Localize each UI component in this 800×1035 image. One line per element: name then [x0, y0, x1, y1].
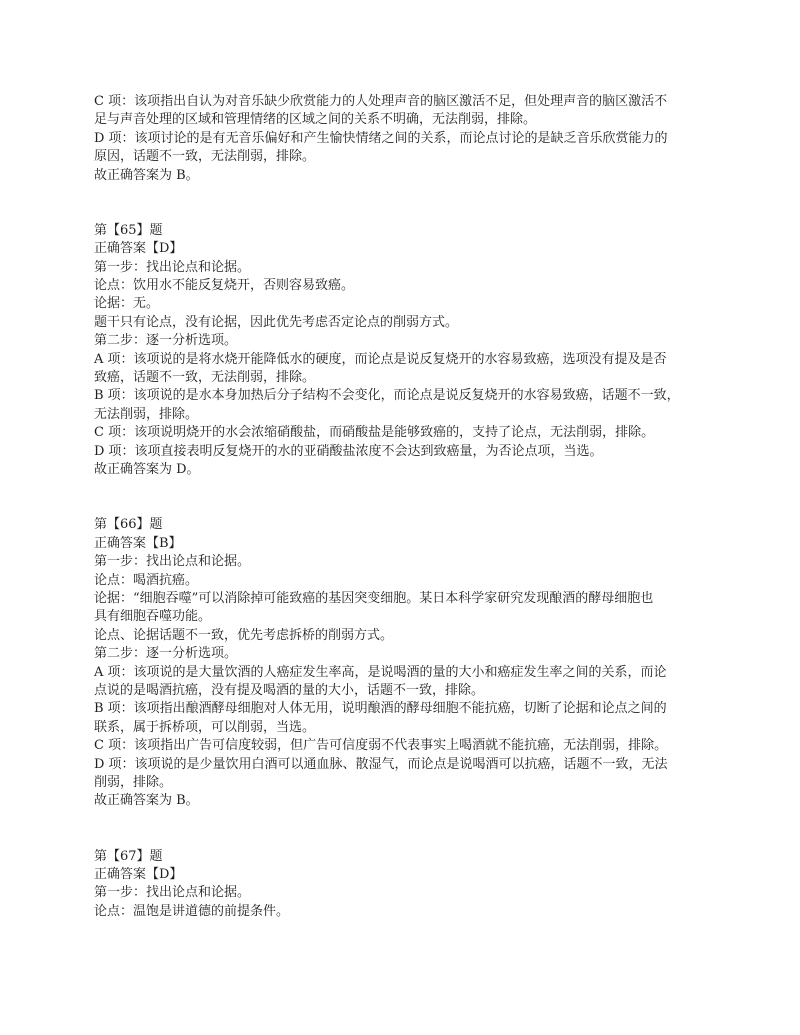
text-line: 第二步：逐一分析选项。 [94, 333, 238, 349]
correct-answer: 正确答案【B】 [94, 535, 182, 551]
answer-block-65 [94, 222, 714, 480]
text-line: C 项：该项指出广告可信度较弱，但广告可信度弱不代表事实上喝酒就不能抗癌，无法削弱，排除。 [94, 738, 668, 754]
conclusion-line: 故正确答案为 B。 [94, 793, 199, 809]
correct-answer: 正确答案【D】 [94, 241, 183, 257]
question-number: 第【67】题 [94, 848, 163, 864]
text-line: B 项：该项说的是水本身加热后分子结构不会变化，而论点是说反复烧开的水容易致癌，话题不一致， [94, 388, 680, 404]
text-line: 无法削弱，排除。 [94, 406, 199, 422]
text-line: 论点、论据话题不一致，优先考虑拆桥的削弱方式。 [94, 627, 394, 643]
text-line: 原因，话题不一致，无法削弱，排除。 [94, 149, 316, 165]
text-line: 论点：饮用水不能反复烧开，否则容易致癌。 [94, 278, 355, 294]
text-line: 致癌，话题不一致，无法削弱，排除。 [94, 370, 316, 386]
text-line: A 项：该项说的是将水烧开能降低水的硬度，而论点是说反复烧开的水容易致癌，选项没有提及是否 [94, 351, 667, 367]
answer-block-64-tail [94, 93, 714, 185]
text-line: C 项：该项指出自认为对音乐缺少欣赏能力的人处理声音的脑区激活不足，但处理声音的脑区激活不 [94, 94, 668, 109]
text-line: 第一步：找出论点和论据。 [94, 259, 251, 275]
text-line: D 项：该项讨论的是有无音乐偏好和产生愉快情绪之间的关系，而论点讨论的是缺乏音乐欣赏能力的 [94, 130, 668, 146]
text-line: D 项：该项说的是少量饮用白酒可以通血脉、散湿气，而论点是说喝酒可以抗癌，话题不一致，无法 [94, 756, 668, 772]
text-line: D 项：该项直接表明反复烧开的水的亚硝酸盐浓度不会达到致癌量，为否论点项，当选。 [94, 443, 603, 459]
document-page [94, 93, 714, 921]
conclusion-line: 故正确答案为 B。 [94, 167, 199, 183]
correct-answer: 正确答案【D】 [94, 867, 183, 883]
text-line: 足与声音处理的区域和管理情绪的区域之间的关系不明确，无法削弱，排除。 [94, 112, 537, 128]
text-line: 第一步：找出论点和论据。 [94, 554, 251, 570]
block-spacer [94, 480, 714, 517]
text-line: 论点：温饱是讲道德的前提条件。 [94, 903, 290, 919]
question-number: 第【66】题 [94, 517, 163, 533]
text-line: 论点：喝酒抗癌。 [94, 572, 199, 588]
text-line: 点说的是喝酒抗癌，没有提及喝酒的量的大小，话题不一致，排除。 [94, 682, 485, 698]
block-spacer [94, 185, 714, 222]
text-line: 联系，属于拆桥项，可以削弱，当选。 [94, 719, 316, 735]
text-line: 第二步：逐一分析选项。 [94, 646, 238, 662]
text-line: 第一步：找出论点和论据。 [94, 885, 251, 901]
conclusion-line: 故正确答案为 D。 [94, 462, 200, 478]
text-line: 削弱，排除。 [94, 775, 173, 790]
answer-block-66 [94, 516, 714, 811]
text-line: B 项：该项指出酿酒酵母细胞对人体无用，说明酿酒的酵母细胞不能抗癌，切断了论据和论点之间的 [94, 701, 667, 717]
text-line: 题干只有论点，没有论据，因此优先考虑否定论点的削弱方式。 [94, 314, 459, 330]
text-line: 论据：“细胞吞噬”可以消除掉可能致癌的基因突变细胞。某日本科学家研究发现酿酒的酵母细胞也 [94, 590, 654, 606]
text-line: C 项：该项说明烧开的水会浓缩硝酸盐，而硝酸盐是能够致癌的，支持了论点，无法削弱，排除。 [94, 425, 655, 441]
text-line: 论据：无。 [94, 296, 160, 312]
answer-block-67 [94, 848, 714, 922]
text-line: A 项：该项说的是大量饮酒的人癌症发生率高，是说喝酒的量的大小和癌症发生率之间的关系，而论 [94, 664, 667, 680]
block-spacer [94, 811, 714, 848]
text-line: 具有细胞吞噬功能。 [94, 609, 212, 625]
question-number: 第【65】题 [94, 222, 163, 238]
